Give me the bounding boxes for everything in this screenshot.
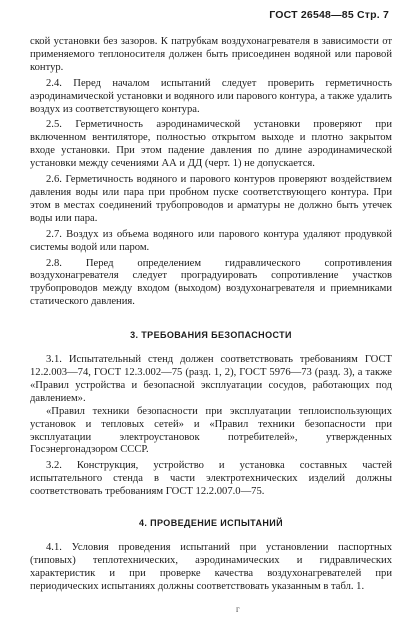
paragraph-3-2: 3.2. Конструкция, устройство и установка составных частей испытательного стенда в части электротехнических изделий должны соответствовать требованиям ГОСТ 12.2.007.0—75. xyxy=(30,460,392,498)
paragraph-3-1-continued: «Правил техники безопасности при эксплуатации теплоиспользующих установок и тепловых сетей» и «Правил техники безопасности при эксплуатации электроустановок потребителей», утвержденных Госэнергонадзором СССР. xyxy=(30,405,392,456)
paragraph-2-8: 2.8. Перед определением гидравлического сопротивления воздухонагревателя следует проградуировать сопротивление участков трубопроводов между входом (выходом) воздухонагревателя и приемниками статического давления. xyxy=(30,257,392,308)
paragraph-4-1: 4.1. Условия проведения испытаний при установлении паспортных (типовых) теплотехнических, аэродинамических и гидравлических характеристик и при проверке качества воздухонагревателей при периодических испытаниях должны соответствовать указанным в табл. 1. xyxy=(30,542,392,592)
paragraph-3-1: 3.1. Испытательный стенд должен соответствовать требованиям ГОСТ 12.2.003—74, ГОСТ 12.3.002—75 (разд. 1, 2), ГОСТ 5976—73 (разд. 3), а также «Правил устройства и безопасной эксплуатации сосудов, работающих под давлением». xyxy=(30,354,392,404)
paragraph-2-5: 2.5. Герметичность аэродинамической установки проверяют при включенном вентиляторе, полностью открытом выходе и плотно закрытом входе установки. При этом падение давления по длине аэродинамической установки между сечениями АА и ДД (черт. 1) не допускается. xyxy=(30,119,392,170)
paragraph-continuation: ской установки без зазоров. К патрубкам воздухонагревателя в зависимости от применяемого теплоносителя должен быть присоединен водяной или паровой контур. xyxy=(30,36,392,73)
paragraph-2-6: 2.6. Герметичность водяного и парового контуров проверяют воздействием давления воды или пара при пробном пуске соответствующего контура. При этом в местах соединений трубопроводов и арматуры не должно быть утечек воды или пара. xyxy=(30,174,392,224)
paragraph-2-4: 2.4. Перед началом испытаний следует проверить герметичность аэродинамической установки и водяного или парового контура, а также удалить воздух из соответствующего контура. xyxy=(30,77,392,115)
footer-mark: г xyxy=(236,604,240,614)
paragraph-2-7: 2.7. Воздух из объема водяного или парового контура удаляют продувкой системы водой или паром. xyxy=(30,228,392,253)
section-4-heading: 4. ПРОВЕДЕНИЕ ИСПЫТАНИЙ xyxy=(138,518,284,529)
section-3-heading: 3. ТРЕБОВАНИЯ БЕЗОПАСНОСТИ xyxy=(130,330,292,341)
page-header: ГОСТ 26548—85 Стр. 7 xyxy=(269,9,389,21)
page-body xyxy=(30,36,392,594)
